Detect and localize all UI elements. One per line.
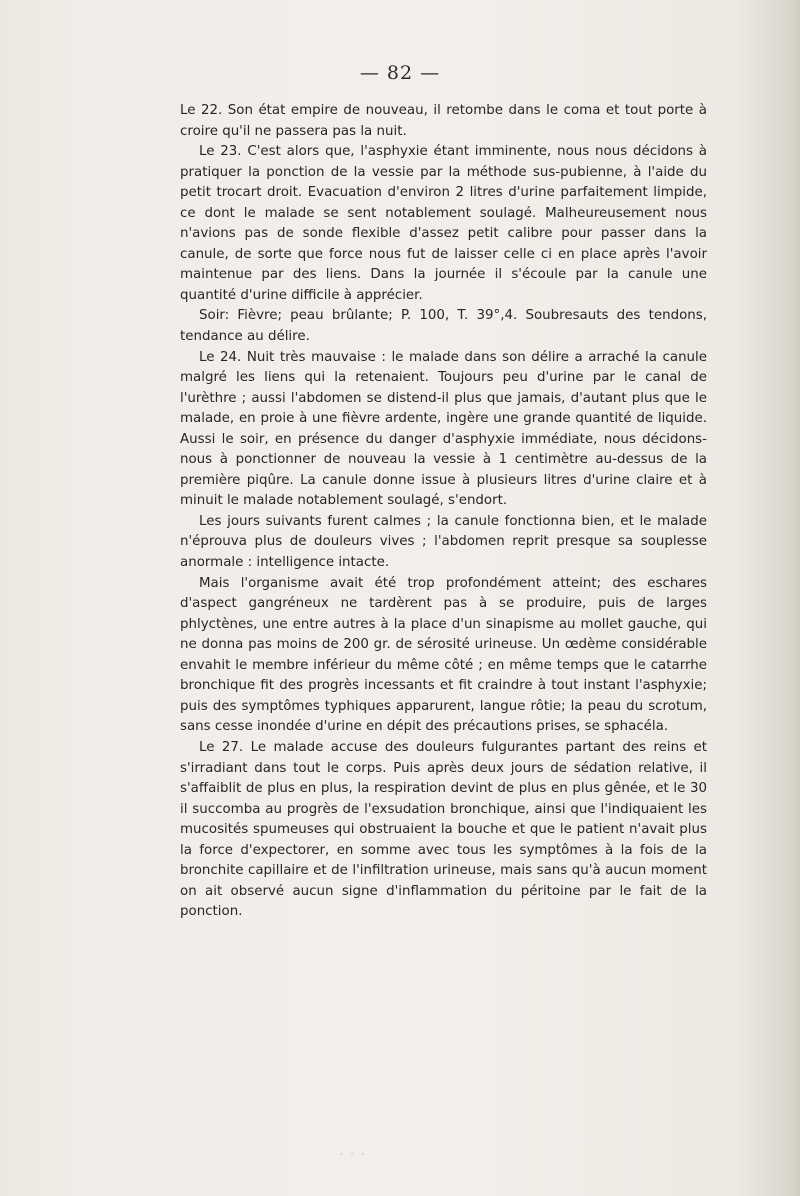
paper-specks-decoration: · · ·: [340, 1150, 368, 1160]
paragraph-soir: Soir: Fièvre; peau brûlante; P. 100, T. 39°,4. Soubresauts des tendons, tendance au délire.: [180, 308, 707, 345]
paragraph-le-23: Le 23. C'est alors que, l'asphyxie étant imminente, nous nous décidons à pratiquer la ponction de la vessie par la méthode sus-pubienne, à l'aide du petit trocart droit. Evacuation d'environ 2 litres d'urine parfaitement limpide, ce dont le malade se sent notablement soulagé. Malheureusement nous n'avions pas de sonde flexible d'assez petit calibre pour passer dans la canule, de sorte que force nous fut de laisser celle ci en place après l'avoir maintenue par des liens. Dans la journée il s'écoule par la canule une quantité d'urine difficile à apprécier.: [180, 144, 707, 303]
page-number: — 82 —: [359, 62, 441, 84]
paragraph-le-24: Le 24. Nuit très mauvaise : le malade dans son délire a arraché la canule malgré les liens qui la retenaient. Toujours peu d'urine par le canal de l'urèthre ; aussi l'abdomen se distend-il plus que jamais, d'autant plus que le malade, en proie à une fièvre ardente, ingère une grande quantité de liquide. Aussi le soir, en présence du danger d'asphyxie immédiate, nous décidons-nous à ponctionner de nouveau la vessie à 1 centimètre au-dessus de la première piqûre. La canule donne issue à plusieurs litres d'urine claire et à minuit le malade notablement soulagé, s'endort.: [180, 349, 707, 509]
body-text: [180, 101, 707, 923]
paragraph-le-27: Le 27. Le malade accuse des douleurs fulgurantes partant des reins et s'irradiant dans tout le corps. Puis après deux jours de sédation relative, il s'affaiblit de plus en plus, la respiration devint de plus en plus gênée, et le 30 il succomba au progrès de l'exsudation bronchique, ainsi que l'indiquaient les mucosités spumeuses qui obstruaient la bouche et que le patient n'avait plus la force d'expectorer, en somme avec tous les symptômes à la fois de la bronchite capillaire et de l'infiltration urineuse, mais sans qu'à aucun moment on ait observé aucun signe d'inflammation du péritoine par le fait de la ponction.: [180, 739, 707, 920]
paragraph-organisme: Mais l'organisme avait été trop profondément atteint; des eschares d'aspect gangréneux ne tardèrent pas à se produire, puis de larges phlyctènes, une entre autres à la place d'un sinapisme au mollet gauche, qui ne donna pas moins de 200 gr. de sérosité urineuse. Un œdème considérable envahit le membre inférieur du même côté ; en même temps que le catarrhe bronchique fit des progrès incessants et fit craindre à tout instant l'asphyxie; puis des symptômes typhiques apparurent, langue rôtie; la peau du scrotum, sans cesse inondée d'urine en dépit des précautions prises, se sphacéla.: [180, 575, 707, 735]
paragraph-jours-suivants: Les jours suivants furent calmes ; la canule fonctionna bien, et le malade n'éprouva plus de douleurs vives ; l'abdomen reprit presque sa souplesse anormale : intelligence intacte.: [180, 513, 707, 571]
paragraph-le-22: Le 22. Son état empire de nouveau, il retombe dans le coma et tout porte à croire qu'il ne passera pas la nuit.: [180, 103, 707, 139]
